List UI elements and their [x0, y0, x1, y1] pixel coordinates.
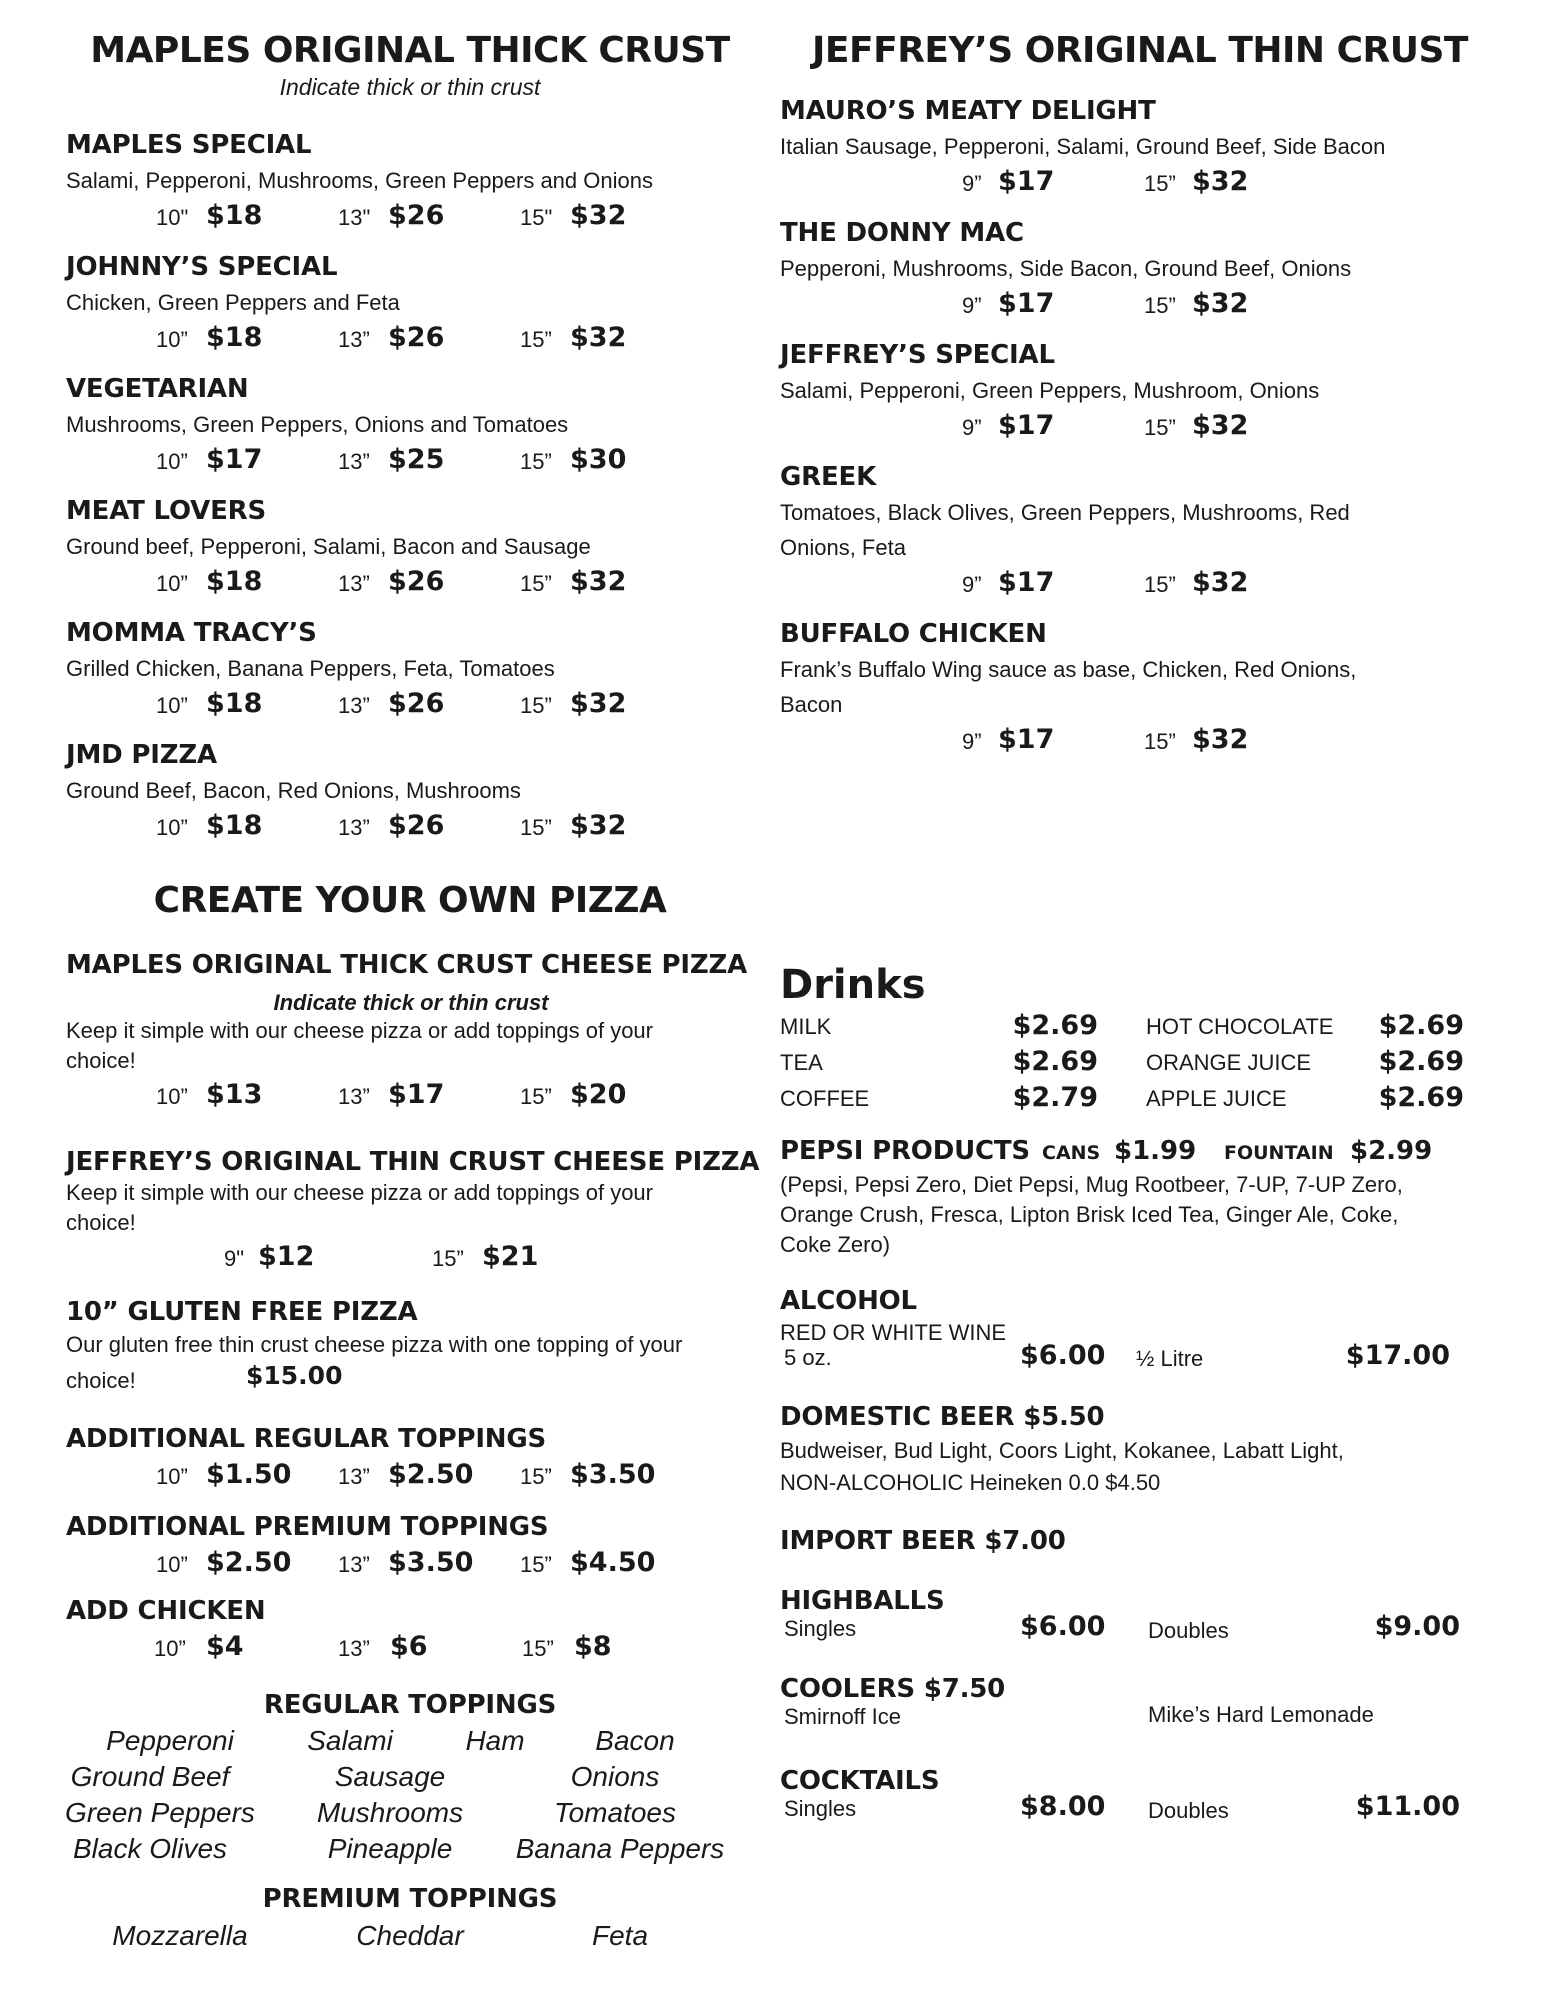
price: $17	[998, 724, 1055, 755]
size: 15”	[1144, 293, 1176, 318]
add-regular-name: ADDITIONAL REGULAR TOPPINGS	[66, 1424, 547, 1454]
drinks-title: Drinks	[780, 962, 926, 1008]
thin-cheese-name: JEFFREY’S ORIGINAL THIN CRUST CHEESE PIZZA	[66, 1147, 760, 1177]
pizza-toppings: Pepperoni, Mushrooms, Side Bacon, Ground Beef, Onions	[780, 256, 1352, 281]
highballs-singles: Singles	[784, 1616, 857, 1641]
price: $2.50	[388, 1459, 474, 1490]
pizza-toppings-cont: Bacon	[780, 692, 843, 717]
cocktails-single-price: $8.00	[1020, 1791, 1106, 1822]
price: $18	[206, 688, 263, 719]
pizza-toppings: Mushrooms, Green Peppers, Onions and Tomatoes	[66, 412, 569, 437]
price: $4	[206, 1631, 244, 1662]
size: 15”	[520, 1084, 552, 1109]
size: 15"	[520, 205, 553, 230]
price: $2.50	[206, 1547, 292, 1578]
size: 10”	[156, 571, 188, 596]
topping: Onions	[570, 1761, 660, 1792]
price: $18	[206, 810, 263, 841]
price: $21	[482, 1241, 539, 1272]
drink-name: MILK	[780, 1014, 832, 1039]
topping: Sausage	[334, 1761, 446, 1792]
pizza-toppings: Tomatoes, Black Olives, Green Peppers, Mushrooms, Red	[780, 500, 1350, 525]
size: 15”	[520, 1552, 552, 1577]
size: 10”	[156, 693, 188, 718]
topping: Feta	[591, 1920, 649, 1951]
half-litre: ½ Litre	[1136, 1346, 1204, 1371]
pizza-name: GREEK	[780, 462, 877, 492]
price: $32	[1192, 724, 1249, 755]
cocktails-singles: Singles	[784, 1796, 857, 1821]
size: 9”	[962, 572, 982, 597]
pizza-name: VEGETARIAN	[66, 374, 249, 404]
thin-title: JEFFREY’S ORIGINAL THIN CRUST	[812, 30, 1468, 71]
pizza-name: JOHNNY’S SPECIAL	[66, 252, 338, 282]
size: 13"	[338, 205, 371, 230]
price: $25	[388, 444, 445, 475]
pizza-toppings: Salami, Pepperoni, Green Peppers, Mushroom, Onions	[780, 378, 1320, 403]
pizza-toppings: Frank’s Buffalo Wing sauce as base, Chicken, Red Onions,	[780, 657, 1357, 682]
topping: Ham	[465, 1725, 525, 1756]
size: 10”	[156, 1552, 188, 1577]
pizza-name: MOMMA TRACY’S	[66, 618, 317, 648]
domestic-beer: DOMESTIC BEER $5.50	[780, 1402, 1105, 1432]
drink-price: $2.69	[1378, 1082, 1464, 1113]
drink-name: TEA	[780, 1050, 823, 1075]
topping: Banana Peppers	[515, 1833, 725, 1864]
drink-name: APPLE JUICE	[1146, 1086, 1287, 1111]
size: 15”	[520, 449, 552, 474]
price: $17	[998, 166, 1055, 197]
size: 15”	[1144, 729, 1176, 754]
gluten-desc2: choice!	[66, 1368, 136, 1393]
drink-price: $2.69	[1378, 1010, 1464, 1041]
price: $32	[1192, 567, 1249, 598]
pizza-name: JEFFREY’S SPECIAL	[780, 340, 1055, 370]
create-title: CREATE YOUR OWN PIZZA	[153, 880, 667, 921]
pepsi-name: PEPSI PRODUCTS	[780, 1136, 1030, 1166]
price: $4.50	[570, 1547, 656, 1578]
price: $18	[206, 200, 263, 231]
pepsi-line1: (Pepsi, Pepsi Zero, Diet Pepsi, Mug Rootbeer, 7-UP, 7-UP Zero,	[780, 1172, 1403, 1197]
price: $8	[574, 1631, 612, 1662]
size: 15”	[520, 1464, 552, 1489]
size: 13”	[338, 693, 370, 718]
price: $26	[388, 810, 445, 841]
size: 15”	[520, 571, 552, 596]
thin-cheese-desc2: choice!	[66, 1210, 136, 1235]
drink-price: $2.69	[1012, 1046, 1098, 1077]
alcohol-wine: RED OR WHITE WINE	[780, 1320, 1007, 1345]
alcohol-oz: 5 oz.	[784, 1345, 832, 1370]
size: 10”	[156, 449, 188, 474]
size: 13”	[338, 815, 370, 840]
topping: Pepperoni	[106, 1725, 234, 1756]
size: 15”	[520, 815, 552, 840]
domestic-line1: Budweiser, Bud Light, Coors Light, Kokanee, Labatt Light,	[780, 1438, 1344, 1463]
price: $32	[570, 566, 627, 597]
size: 10”	[156, 1464, 188, 1489]
pizza-name: MAURO’S MEATY DELIGHT	[780, 96, 1156, 126]
price: $17	[998, 410, 1055, 441]
price: $26	[388, 688, 445, 719]
drink-price: $2.79	[1012, 1082, 1098, 1113]
price: $17	[206, 444, 263, 475]
cocktails-doubles: Doubles	[1148, 1798, 1229, 1823]
half-litre-price: $17.00	[1345, 1340, 1450, 1371]
thin-cheese-desc1: Keep it simple with our cheese pizza or add toppings of your	[66, 1180, 653, 1205]
price: $26	[388, 566, 445, 597]
size: 13”	[338, 1636, 370, 1661]
price: $3.50	[388, 1547, 474, 1578]
wine-price: $6.00	[1020, 1340, 1106, 1371]
size: 13”	[338, 449, 370, 474]
size: 15”	[522, 1636, 554, 1661]
size: 15”	[432, 1246, 464, 1271]
cocktails-double-price: $11.00	[1355, 1791, 1460, 1822]
fountain-label: FOUNTAIN	[1224, 1142, 1334, 1164]
gluten-price: $15.00	[246, 1361, 343, 1390]
price: $26	[388, 200, 445, 231]
topping: Bacon	[595, 1725, 675, 1756]
cans-label: CANS	[1042, 1142, 1101, 1164]
highballs-single-price: $6.00	[1020, 1611, 1106, 1642]
topping: Salami	[307, 1725, 393, 1756]
pizza-toppings: Ground beef, Pepperoni, Salami, Bacon and Sausage	[66, 534, 591, 559]
thick-cheese-name: MAPLES ORIGINAL THICK CRUST CHEESE PIZZA	[66, 950, 748, 980]
price: $17	[998, 567, 1055, 598]
alcohol-name: ALCOHOL	[780, 1286, 917, 1316]
topping: Black Olives	[72, 1833, 228, 1864]
size: 10”	[156, 1084, 188, 1109]
price: $18	[206, 566, 263, 597]
cans-price: $1.99	[1114, 1136, 1197, 1166]
topping: Cheddar	[356, 1920, 464, 1951]
pizza-name: MAPLES SPECIAL	[66, 130, 312, 160]
size: 10”	[156, 327, 188, 352]
topping: Ground Beef	[70, 1761, 230, 1792]
pizza-name: THE DONNY MAC	[780, 218, 1024, 248]
thick-subtitle: Indicate thick or thin crust	[279, 74, 541, 100]
cocktails-name: COCKTAILS	[780, 1766, 940, 1796]
cooler-mikes: Mike’s Hard Lemonade	[1148, 1702, 1374, 1727]
drink-price: $2.69	[1378, 1046, 1464, 1077]
pepsi-line3: Coke Zero)	[780, 1232, 891, 1257]
size: 13”	[338, 1552, 370, 1577]
price: $32	[1192, 410, 1249, 441]
import-beer: IMPORT BEER $7.00	[780, 1526, 1066, 1556]
fountain-price: $2.99	[1350, 1136, 1433, 1166]
price: $32	[570, 200, 627, 231]
size: 9”	[962, 293, 982, 318]
drink-name: HOT CHOCOLATE	[1146, 1014, 1334, 1039]
topping: Mushrooms	[316, 1797, 464, 1828]
size: 9”	[962, 171, 982, 196]
highballs-name: HIGHBALLS	[780, 1586, 945, 1616]
add-premium-name: ADDITIONAL PREMIUM TOPPINGS	[66, 1512, 549, 1542]
size: 10”	[156, 815, 188, 840]
cooler-smirnoff: Smirnoff Ice	[784, 1704, 901, 1729]
coolers-name: COOLERS $7.50	[780, 1674, 1006, 1704]
pepsi-line2: Orange Crush, Fresca, Lipton Brisk Iced Tea, Ginger Ale, Coke,	[780, 1202, 1399, 1227]
highballs-double-price: $9.00	[1374, 1611, 1460, 1642]
price: $1.50	[206, 1459, 292, 1490]
price: $13	[206, 1079, 263, 1110]
size: 15”	[1144, 572, 1176, 597]
size: 9"	[224, 1246, 245, 1271]
pizza-toppings-cont: Onions, Feta	[780, 535, 906, 560]
size: 9”	[962, 415, 982, 440]
topping: Mozzarella	[112, 1920, 248, 1951]
topping: Tomatoes	[554, 1797, 676, 1828]
gluten-desc1: Our gluten free thin crust cheese pizza with one topping of your	[66, 1332, 683, 1357]
price: $30	[570, 444, 627, 475]
price: $32	[1192, 166, 1249, 197]
size: 13”	[338, 1464, 370, 1489]
size: 9”	[962, 729, 982, 754]
size: 10”	[154, 1636, 186, 1661]
size: 10"	[156, 205, 189, 230]
topping: Pineapple	[327, 1833, 453, 1864]
size: 13”	[338, 571, 370, 596]
add-chicken-name: ADD CHICKEN	[66, 1596, 266, 1626]
price: $6	[390, 1631, 428, 1662]
premium-toppings-title: PREMIUM TOPPINGS	[262, 1884, 558, 1914]
drink-price: $2.69	[1012, 1010, 1098, 1041]
pizza-toppings: Salami, Pepperoni, Mushrooms, Green Peppers and Onions	[66, 168, 653, 193]
topping: Green Peppers	[65, 1797, 255, 1828]
price: $26	[388, 322, 445, 353]
size: 15”	[1144, 171, 1176, 196]
domestic-line2: NON-ALCOHOLIC Heineken 0.0 $4.50	[780, 1470, 1161, 1495]
pizza-name: BUFFALO CHICKEN	[780, 619, 1047, 649]
price: $18	[206, 322, 263, 353]
thick-cheese-desc2: choice!	[66, 1048, 136, 1073]
drink-name: COFFEE	[780, 1086, 870, 1111]
price: $17	[388, 1079, 445, 1110]
price: $32	[570, 688, 627, 719]
highballs-doubles: Doubles	[1148, 1618, 1229, 1643]
thick-cheese-desc1: Keep it simple with our cheese pizza or add toppings of your	[66, 1018, 653, 1043]
thick-title: MAPLES ORIGINAL THICK CRUST	[90, 30, 730, 71]
size: 13”	[338, 327, 370, 352]
size: 15”	[520, 693, 552, 718]
pizza-toppings: Italian Sausage, Pepperoni, Salami, Ground Beef, Side Bacon	[780, 134, 1386, 159]
price: $12	[258, 1241, 315, 1272]
price: $32	[1192, 288, 1249, 319]
price: $20	[570, 1079, 627, 1110]
pizza-toppings: Ground Beef, Bacon, Red Onions, Mushrooms	[66, 778, 521, 803]
price: $32	[570, 810, 627, 841]
pizza-name: JMD PIZZA	[66, 740, 217, 770]
size: 13”	[338, 1084, 370, 1109]
drink-name: ORANGE JUICE	[1146, 1050, 1312, 1075]
size: 15”	[520, 327, 552, 352]
pizza-toppings: Grilled Chicken, Banana Peppers, Feta, Tomatoes	[66, 656, 555, 681]
price: $3.50	[570, 1459, 656, 1490]
size: 15”	[1144, 415, 1176, 440]
price: $32	[570, 322, 627, 353]
price: $17	[998, 288, 1055, 319]
gluten-name: 10” GLUTEN FREE PIZZA	[66, 1297, 418, 1327]
thick-cheese-sub: Indicate thick or thin crust	[273, 990, 549, 1015]
pizza-toppings: Chicken, Green Peppers and Feta	[66, 290, 400, 315]
pizza-name: MEAT LOVERS	[66, 496, 266, 526]
regular-toppings-title: REGULAR TOPPINGS	[263, 1690, 557, 1720]
